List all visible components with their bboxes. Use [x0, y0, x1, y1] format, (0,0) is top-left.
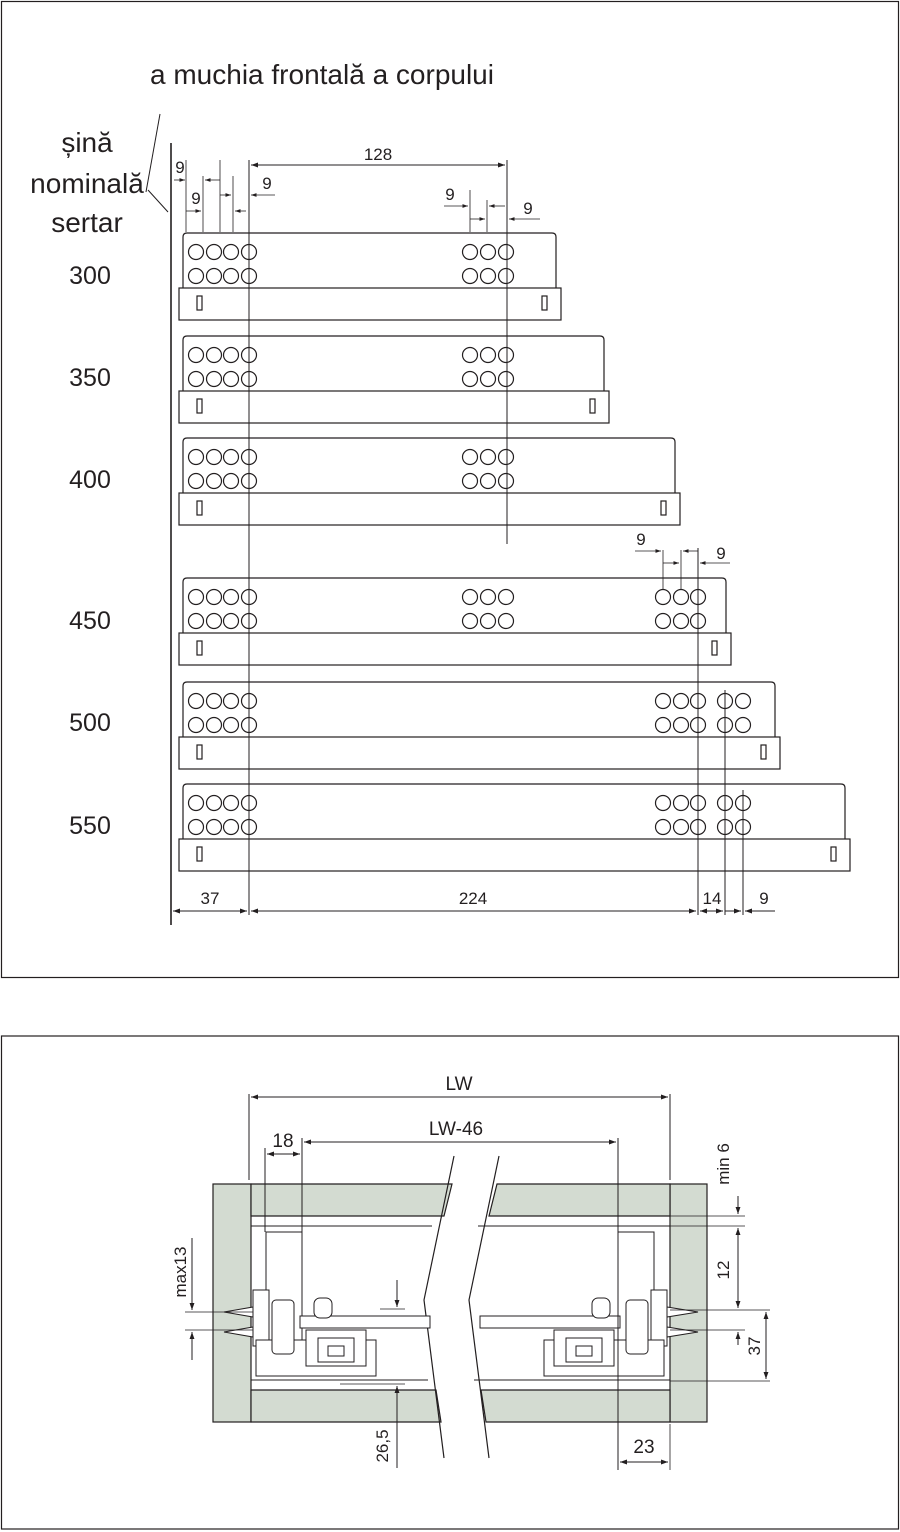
rail-slot	[197, 847, 202, 861]
mounting-hole	[189, 372, 204, 387]
runner-right-lock	[592, 1298, 610, 1318]
mounting-hole	[207, 614, 222, 629]
rail-slot	[831, 847, 836, 861]
mounting-hole	[189, 474, 204, 489]
slide-rail	[179, 493, 680, 525]
drawer-side-profile	[183, 578, 726, 633]
dim-9-f: 9	[636, 530, 646, 549]
rail-slot	[661, 501, 666, 515]
slides-group	[179, 233, 850, 871]
mounting-hole	[224, 820, 239, 835]
mounting-hole	[674, 614, 689, 629]
mounting-hole	[224, 614, 239, 629]
size-label-350: 350	[69, 364, 111, 392]
mounting-hole	[481, 245, 496, 260]
mounting-hole	[224, 718, 239, 733]
cabinet-side-right	[670, 1184, 707, 1422]
mounting-hole	[463, 269, 478, 284]
size-label-400: 400	[69, 466, 111, 494]
mounting-hole	[674, 820, 689, 835]
side-label-line3: sertar	[51, 207, 123, 238]
dim-9-c: 9	[262, 174, 272, 193]
dim-37: 37	[200, 889, 220, 908]
mounting-hole	[189, 348, 204, 363]
mounting-hole	[499, 372, 514, 387]
slide-rail	[179, 391, 609, 423]
dim-224: 224	[458, 889, 488, 908]
mounting-hole	[481, 372, 496, 387]
dim-max13: max13	[171, 1246, 190, 1298]
front-edge-caption: a muchia frontală a corpului	[150, 59, 494, 90]
mounting-hole	[207, 474, 222, 489]
dim-9-b: 9	[191, 189, 201, 208]
mounting-hole	[224, 694, 239, 709]
mounting-hole	[674, 796, 689, 811]
mounting-hole	[207, 450, 222, 465]
dim-128: 128	[363, 145, 393, 164]
mounting-hole	[736, 718, 751, 733]
dim-18: 18	[272, 1131, 294, 1152]
rail-slot	[197, 296, 202, 310]
rail-slot	[712, 641, 717, 655]
mounting-hole	[224, 796, 239, 811]
mounting-hole	[207, 694, 222, 709]
mounting-hole	[207, 718, 222, 733]
mounting-hole	[499, 245, 514, 260]
cabinet-side-left	[213, 1184, 251, 1422]
runner-right-bracket	[651, 1290, 667, 1346]
dim-37b: 37	[745, 1336, 764, 1356]
dim-23: 23	[633, 1437, 655, 1458]
mounting-hole	[499, 590, 514, 605]
rail-slot	[197, 501, 202, 515]
mounting-hole	[656, 590, 671, 605]
mounting-hole	[674, 718, 689, 733]
runner-right-clip	[626, 1300, 648, 1354]
rail-slot	[761, 745, 766, 759]
dim-9-g: 9	[716, 544, 726, 563]
mounting-hole	[224, 590, 239, 605]
mounting-hole	[224, 474, 239, 489]
dim-26-5: 26,5	[373, 1429, 392, 1463]
runner-left-lock	[314, 1298, 332, 1318]
mounting-hole	[499, 474, 514, 489]
mounting-hole	[189, 450, 204, 465]
mounting-hole	[189, 796, 204, 811]
mounting-hole	[207, 796, 222, 811]
cabinet-bottom-left	[251, 1390, 441, 1422]
slide-rail	[179, 737, 780, 769]
cabinet-bottom-right	[481, 1390, 670, 1422]
mounting-hole	[674, 590, 689, 605]
bottom-panel-frame	[2, 1036, 899, 1529]
mounting-hole	[207, 269, 222, 284]
runner-left-bracket	[253, 1290, 269, 1346]
mounting-hole	[656, 614, 671, 629]
size-label-300: 300	[69, 262, 111, 290]
mounting-hole	[189, 245, 204, 260]
mounting-hole	[207, 820, 222, 835]
mounting-hole	[463, 450, 478, 465]
mounting-hole	[499, 348, 514, 363]
mounting-hole	[207, 245, 222, 260]
dim-9-bottom: 9	[759, 889, 769, 908]
dim-14: 14	[702, 889, 722, 908]
bottom-panel	[2, 1036, 899, 1529]
slide-rail	[179, 288, 561, 320]
mounting-hole	[656, 718, 671, 733]
runner-left-clip	[272, 1300, 294, 1354]
mounting-hole	[736, 694, 751, 709]
mounting-hole	[463, 348, 478, 363]
mounting-hole	[189, 614, 204, 629]
cabinet-top-left	[251, 1184, 452, 1216]
size-label-450: 450	[69, 607, 111, 635]
mounting-hole	[224, 372, 239, 387]
mounting-hole	[189, 820, 204, 835]
side-label-leader	[148, 190, 168, 212]
mounting-hole	[481, 590, 496, 605]
mounting-hole	[463, 372, 478, 387]
mounting-hole	[189, 718, 204, 733]
mounting-hole	[207, 348, 222, 363]
rail-slot	[542, 296, 547, 310]
dim-lw: LW	[445, 1074, 473, 1095]
cabinet-top-right	[489, 1184, 670, 1216]
drawer-side-profile	[183, 438, 675, 493]
mounting-hole	[656, 820, 671, 835]
top-panel	[2, 2, 899, 978]
side-label-line2: nominală	[30, 168, 144, 199]
mounting-hole	[481, 614, 496, 629]
rail-slot	[197, 641, 202, 655]
runner-left-core	[328, 1346, 344, 1356]
mounting-hole	[656, 796, 671, 811]
rail-slot	[590, 399, 595, 413]
runner-right-core	[576, 1346, 592, 1356]
dim-12: 12	[714, 1260, 733, 1280]
mounting-hole	[189, 269, 204, 284]
dim-9-d: 9	[445, 185, 455, 204]
mounting-hole	[224, 245, 239, 260]
dim-9-a: 9	[175, 158, 185, 177]
dim-lw46: LW-46	[428, 1119, 484, 1140]
mounting-hole	[463, 614, 478, 629]
rail-slot	[197, 399, 202, 413]
slide-rail	[179, 839, 850, 871]
mounting-hole	[224, 348, 239, 363]
mounting-hole	[499, 450, 514, 465]
mounting-hole	[189, 694, 204, 709]
side-label-line1: șină	[61, 127, 113, 158]
mounting-hole	[656, 694, 671, 709]
mounting-hole	[481, 474, 496, 489]
mounting-hole	[499, 269, 514, 284]
mounting-hole	[674, 694, 689, 709]
mounting-hole	[481, 450, 496, 465]
mounting-hole	[224, 450, 239, 465]
rail-slot	[197, 745, 202, 759]
mounting-hole	[207, 590, 222, 605]
dim-9-e: 9	[523, 199, 533, 218]
mounting-hole	[463, 245, 478, 260]
size-label-500: 500	[69, 709, 111, 737]
caption-leader	[146, 114, 160, 192]
mounting-hole	[207, 372, 222, 387]
mounting-hole	[224, 269, 239, 284]
mounting-hole	[189, 590, 204, 605]
mounting-hole	[463, 590, 478, 605]
dim-min6: min 6	[714, 1143, 733, 1185]
slide-rail	[179, 633, 731, 665]
size-label-550: 550	[69, 812, 111, 840]
mounting-hole	[481, 348, 496, 363]
mounting-hole	[499, 614, 514, 629]
mounting-hole	[481, 269, 496, 284]
mounting-hole	[463, 474, 478, 489]
